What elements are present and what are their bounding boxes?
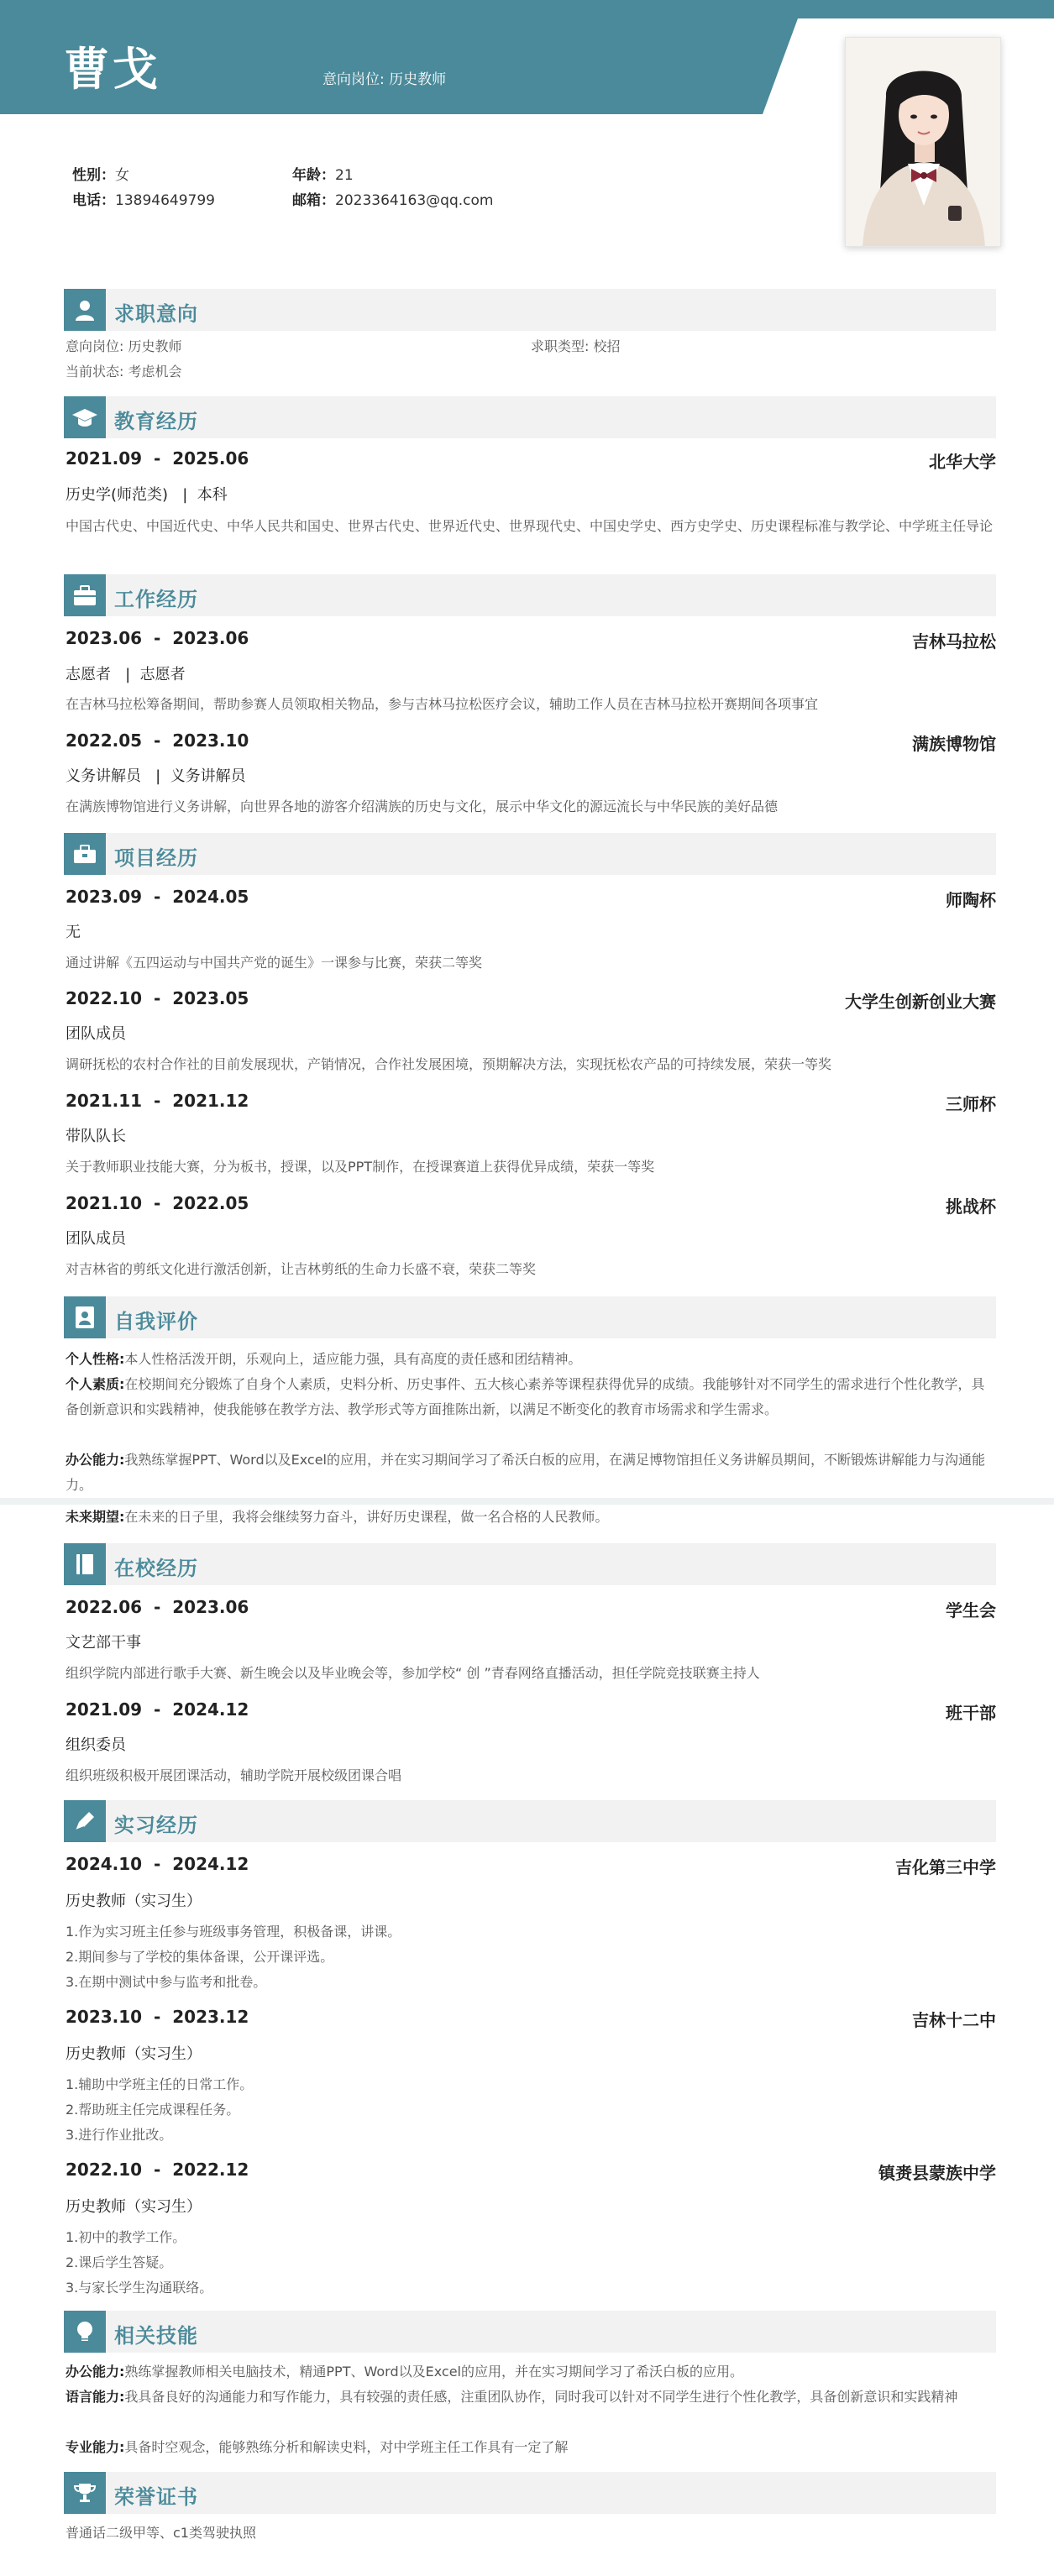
job-intent-status: 当前状态: 考虑机会 [66, 364, 182, 380]
section-campus [64, 1543, 996, 1585]
self-eval-future [66, 1505, 998, 1530]
section-title: 项目经历 [114, 846, 198, 870]
section-internship [64, 1800, 996, 1842]
skill-label: 办公能力: [66, 2364, 125, 2380]
project-date: 2023.09 - 2024.05 [66, 887, 249, 907]
section-job-intent [64, 289, 996, 331]
section-self-eval [64, 1296, 996, 1338]
internship-line: 3.在期中测试中参与监考和批卷。 [66, 1974, 267, 1990]
person-icon [64, 289, 106, 331]
internship-date: 2022.10 - 2022.12 [66, 2160, 249, 2180]
project-org: 大学生创新创业大赛 [845, 992, 996, 1012]
skill-language [66, 2385, 998, 2410]
education-date: 2021.09 - 2025.06 [66, 448, 249, 469]
gender-field [72, 163, 129, 184]
work-date: 2023.06 - 2023.06 [66, 628, 249, 648]
section-skills [64, 2311, 996, 2353]
work-role: 义务讲解员 | 义务讲解员 [66, 767, 246, 785]
age-value: 21 [335, 167, 354, 184]
book-icon [64, 1543, 106, 1585]
project-org: 三师杯 [946, 1094, 996, 1114]
phone-value: 13894649799 [115, 192, 215, 209]
internship-org: 吉林十二中 [912, 2010, 996, 2030]
internship-line: 2.课后学生答疑。 [66, 2254, 173, 2270]
internship-line: 3.进行作业批改。 [66, 2127, 173, 2143]
work-org: 吉林马拉松 [912, 631, 996, 652]
internship-role: 历史教师（实习生） [66, 2198, 202, 2216]
campus-date: 2022.06 - 2023.06 [66, 1597, 249, 1617]
section-work [64, 574, 996, 616]
trophy-icon [64, 2472, 106, 2514]
project-desc: 通过讲解《五四运动与中国共产党的诞生》一课参与比赛，荣获二等奖 [66, 955, 483, 971]
self-eval-text: 在校期间充分锻炼了自身个人素质，史料分析、历史事件、五大核心素养等课程获得优异的成绩。我能够针对不同学生的需求进行个性化教学，具备创新意识和实践精神，使我能够在教学方法、教学形式等方面推陈出新，以满足不断变化的教育市场需求和学生需求。 [66, 1376, 985, 1417]
internship-date: 2023.10 - 2023.12 [66, 2007, 249, 2027]
section-title: 荣誉证书 [114, 2485, 198, 2509]
self-eval-label: 个人性格: [66, 1351, 125, 1367]
project-date: 2021.10 - 2022.05 [66, 1193, 249, 1213]
pen-icon [64, 1800, 106, 1842]
internship-line: 1.初中的教学工作。 [66, 2229, 186, 2245]
education-school: 北华大学 [929, 452, 996, 472]
project-date: 2021.11 - 2021.12 [66, 1091, 249, 1111]
gender-value: 女 [115, 167, 129, 184]
project-desc: 调研抚松的农村合作社的目前发展现状，产销情况，合作社发展困境，预期解决方法，实现抚松农产品的可持续发展，荣获一等奖 [66, 1056, 832, 1072]
skill-professional [66, 2435, 998, 2460]
campus-desc: 组织学院内部进行歌手大赛、新生晚会以及毕业晚会等，参加学校“ 创 ”青春网络直播活动，担任学院竞技联赛主持人 [66, 1665, 760, 1681]
education-courses: 中国古代史、中国近代史、中华人民共和国史、世界古代史、世界近代史、世界现代史、中国史学史、西方史学史、历史课程标准与教学论、中学班主任导论 [66, 518, 994, 534]
section-education [64, 396, 996, 438]
skill-label: 专业能力: [66, 2439, 125, 2455]
project-org: 师陶杯 [946, 890, 996, 910]
work-desc: 在满族博物馆进行义务讲解，向世界各地的游客介绍满族的历史与文化，展示中华文化的源远流长与中华民族的美好品德 [66, 798, 779, 814]
campus-date: 2021.09 - 2024.12 [66, 1699, 249, 1720]
toolbox-icon [64, 833, 106, 875]
phone-label: 电话： [72, 192, 115, 209]
self-eval-label: 未来期望: [66, 1509, 125, 1525]
self-eval-label: 办公能力: [66, 1452, 125, 1468]
email-field [292, 188, 493, 209]
campus-role: 文艺部干事 [66, 1634, 141, 1652]
job-intent-type: 求职类型: 校招 [531, 338, 621, 354]
project-role: 无 [66, 924, 81, 941]
project-desc: 关于教师职业技能大赛，分为板书，授课，以及PPT制作，在授课赛道上获得优异成绩，荣获一等奖 [66, 1159, 655, 1175]
work-date: 2022.05 - 2023.10 [66, 730, 249, 751]
campus-org: 学生会 [946, 1600, 996, 1620]
project-role: 带队队长 [66, 1128, 126, 1145]
graduation-cap-icon [64, 396, 106, 438]
internship-org: 吉化第三中学 [895, 1857, 996, 1877]
project-role: 团队成员 [66, 1025, 126, 1043]
internship-line: 2.期间参与了学校的集体备课，公开课评选。 [66, 1949, 334, 1965]
self-eval-label: 个人素质: [66, 1376, 125, 1392]
phone-field [72, 188, 215, 209]
internship-org: 镇赉县蒙族中学 [878, 2163, 996, 2183]
campus-desc: 组织班级积极开展团课活动，辅助学院开展校级团课合唱 [66, 1767, 402, 1783]
campus-role: 组织委员 [66, 1736, 126, 1754]
self-eval-text: 在未来的日子里，我将会继续努力奋斗，讲好历史课程，做一名合格的人民教师。 [124, 1509, 609, 1525]
skill-text: 我具备良好的沟通能力和写作能力，具有较强的责任感，注重团队协作，同时我可以针对不同学生进行个性化教学，具备创新意识和实践精神 [124, 2389, 958, 2405]
skill-text: 熟练掌握教师相关电脑技术，精通PPT、Word以及Excel的应用，并在实习期间学习了希沃白板的应用。 [124, 2364, 743, 2380]
age-label: 年龄： [292, 167, 335, 184]
internship-role: 历史教师（实习生） [66, 1893, 202, 1910]
candidate-name: 曹戈 [64, 43, 161, 96]
project-desc: 对吉林省的剪纸文化进行激活创新，让吉林剪纸的生命力长盛不衰，荣获二等奖 [66, 1261, 537, 1277]
page-break [0, 1498, 1054, 1505]
skill-label: 语言能力: [66, 2389, 125, 2405]
project-org: 挑战杯 [946, 1196, 996, 1217]
gender-label: 性别： [72, 167, 115, 184]
skill-office [66, 2359, 998, 2385]
section-title: 求职意向 [114, 302, 198, 326]
certificates-text: 普通话二级甲等、c1类驾驶执照 [66, 2525, 256, 2541]
self-eval-text: 本人性格活泼开朗，乐观向上，适应能力强，具有高度的责任感和团结精神。 [124, 1351, 582, 1367]
education-major: 历史学(师范类) | 本科 [66, 486, 228, 504]
section-title: 教育经历 [114, 410, 198, 433]
self-eval-office [66, 1448, 998, 1498]
internship-line: 1.辅助中学班主任的日常工作。 [66, 2076, 254, 2092]
project-role: 团队成员 [66, 1230, 126, 1248]
briefcase-icon [64, 574, 106, 616]
section-title: 相关技能 [114, 2324, 198, 2348]
campus-org: 班干部 [946, 1703, 996, 1723]
email-value: 2023364163@qq.com [335, 192, 494, 209]
work-role: 志愿者 | 志愿者 [66, 666, 186, 683]
section-title: 工作经历 [114, 588, 198, 611]
internship-line: 3.与家长学生沟通联络。 [66, 2280, 213, 2296]
internship-line: 2.帮助班主任完成课程任务。 [66, 2102, 240, 2118]
profile-photo [845, 37, 1001, 247]
internship-line: 1.作为实习班主任参与班级事务管理，积极备课，讲课。 [66, 1924, 401, 1940]
age-field [292, 163, 354, 184]
contact-card-icon [64, 1296, 106, 1338]
lightbulb-icon [64, 2311, 106, 2353]
self-eval-text: 我熟练掌握PPT、Word以及Excel的应用，并在实习期间学习了希沃白板的应用，在满足博物馆担任义务讲解员期间，不断锻炼讲解能力与沟通能力。 [66, 1452, 985, 1493]
section-projects [64, 833, 996, 875]
self-eval-personality [66, 1347, 998, 1372]
section-title: 自我评价 [114, 1310, 198, 1333]
self-eval-quality [66, 1372, 998, 1422]
internship-role: 历史教师（实习生） [66, 2045, 202, 2063]
section-title: 在校经历 [114, 1557, 198, 1580]
job-intent-position: 意向岗位: 历史教师 [66, 338, 182, 354]
header-target-position: 意向岗位: 历史教师 [322, 71, 447, 88]
email-label: 邮箱： [292, 192, 335, 209]
work-desc: 在吉林马拉松筹备期间，帮助参赛人员领取相关物品，参与吉林马拉松医疗会议，辅助工作人员在吉林马拉松开赛期间各项事宜 [66, 696, 819, 712]
work-org: 满族博物馆 [912, 734, 996, 754]
project-date: 2022.10 - 2023.05 [66, 988, 249, 1008]
section-certificates [64, 2472, 996, 2514]
internship-date: 2024.10 - 2024.12 [66, 1854, 249, 1874]
section-title: 实习经历 [114, 1814, 198, 1837]
skill-text: 具备时空观念，能够熟练分析和解读史料，对中学班主任工作具有一定了解 [124, 2439, 569, 2455]
